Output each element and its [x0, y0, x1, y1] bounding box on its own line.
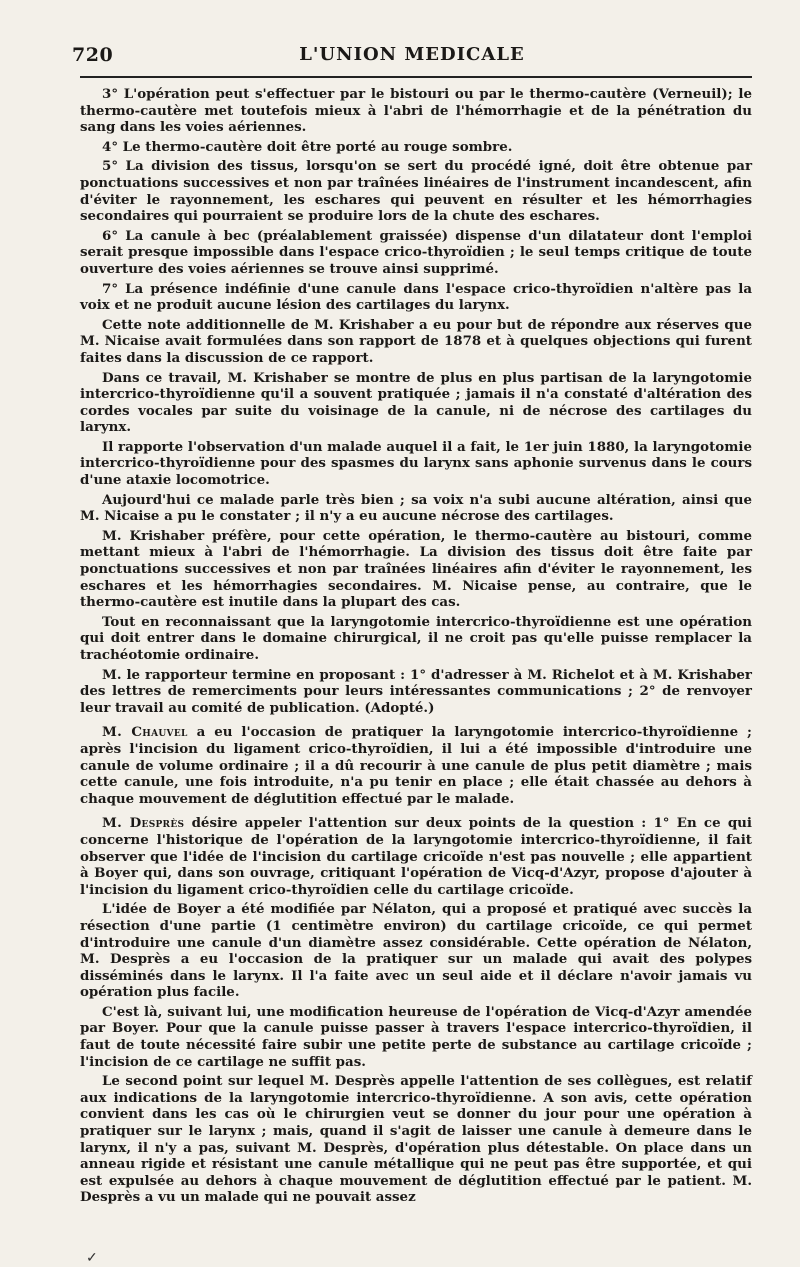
paragraph: Il rapporte l'observation d'un malade auquel il a fait, le 1er juin 1880, la laryngotomie intercrico-thyroïdienne pour des spasmes du larynx sans aphonie survenus dans le cours d'une ataxie locomotrice.	[80, 438, 752, 489]
paragraph: C'est là, suivant lui, une modification heureuse de l'opération de Vicq-d'Azyr amendée par Boyer. Pour que la canule puisse passer à travers l'espace intercrico-thyroïdien, il faut de toute nécessité faire subir une petite perte de substance au cartilage cricoïde ; l'incision de ce cartilage ne suffit pas.	[80, 1003, 752, 1070]
speaker-name: M. Chauvel	[102, 724, 188, 741]
paragraph: Le second point sur lequel M. Desprès appelle l'attention de ses collègues, est relatif aux indications de la laryngotomie intercrico-thyroïdienne. A son avis, cette opération convient dans les cas où le chirurgien veut se donner du jour pour une opération à pratiquer sur le larynx ; mais, quand il s'agit de laisser une canule à demeure dans le larynx, il n'y a pas, suivant M. Desprès, d'opération plus détestable. On place dans un anneau rigide et résistant une canule métallique qui ne peut pas être supportée, et qui est expulsée au dehors à chaque mouvement de déglutition effectué par le patient. M. Desprès a vu un malade qui ne pouvait assez	[80, 1073, 752, 1206]
header-rule	[80, 76, 752, 78]
paragraph: 3° L'opération peut s'effectuer par le bistouri ou par le thermo-cautère (Verneuil); le thermo-cautère met toutefois mieux à l'abri de l'hémorrhagie et de la pénétration du sang dans les voies aériennes.	[80, 86, 752, 136]
paragraph-despres	[80, 815, 752, 898]
paragraph: 4° Le thermo-cautère doit être porté au rouge sombre.	[102, 138, 513, 155]
ink-mark: ✓	[86, 1250, 98, 1266]
speaker-name: M. Desprès	[102, 815, 185, 832]
paragraph: M. Krishaber préfère, pour cette opération, le thermo-cautère au bistouri, comme mettant mieux à l'abri de l'hémorrhagie. La division des tissus doit être faite par ponctuations successives et non par traînées linéaires afin d'éviter le rayonnement, les eschares et les hémorrhagies secondaires. M. Nicaise pense, au contraire, que le thermo-cautère est inutile dans la plupart des cas.	[80, 527, 752, 611]
paragraph: 7° La présence indéfinie d'une canule dans l'espace crico-thyroïdien n'altère pas la voix et ne produit aucune lésion des cartilages du larynx.	[80, 280, 752, 314]
body-text	[80, 86, 752, 1209]
paragraph: Aujourd'hui ce malade parle très bien ; sa voix n'a subi aucune altération, ainsi que M. Nicaise a pu le constater ; il n'y a eu aucune nécrose des cartilages.	[80, 491, 752, 525]
paragraph: 5° La division des tissus, lorsqu'on se sert du procédé igné, doit être obtenue par ponctuations successives et non par traînées linéaires de l'instrument incandescent, afin d'éviter le rayonnement, les eschares qui peuvent en résulter et les hémorrhagies secondaires qui pourraient se produire lors de la chute des eschares.	[80, 158, 752, 225]
paragraph: 6° La canule à bec (préalablement graissée) dispense d'un dilatateur dont l'emploi serait presque impossible dans l'espace crico-thyroïdien ; le seul temps critique de toute ouverture des voies aériennes se trouve ainsi supprimé.	[80, 227, 752, 277]
paragraph-text: désire appeler l'attention sur deux points de la question : 1° En ce qui concerne l'historique de l'opération de la laryngotomie intercrico-thyroïdienne, il fait observer que l'idée de l'incision du cartilage cricoïde n'est pas nouvelle ; elle appartient à Boyer qui, dans son ouvrage, critiquant l'opération de Vicq-d'Azyr, propose d'ajouter à l'incision du ligament crico-thyroïdien celle du cartilage cricoïde.	[80, 815, 753, 898]
paragraph: Cette note additionnelle de M. Krishaber a eu pour but de répondre aux réserves que M. Nicaise avait formulées dans son rapport de 1878 et à quelques objections qui furent faites dans la discussion de ce rapport.	[80, 316, 752, 366]
paragraph-chauvel	[80, 724, 752, 807]
page-header	[72, 40, 752, 70]
paragraph: Dans ce travail, M. Krishaber se montre de plus en plus partisan de la laryngotomie intercrico-thyroïdienne qu'il a souvent pratiquée ; jamais il n'a constaté d'altération des cordes vocales par suite du voisinage de la canule, ni de nécrose des cartilages du larynx.	[80, 369, 752, 436]
paragraph: L'idée de Boyer a été modifiée par Nélaton, qui a proposé et pratiqué avec succès la résection d'une partie (1 centimètre environ) du cartilage cricoïde, ce qui permet d'introduire une canule d'un diamètre assez considérable. Cette opération de Nélaton, M. Desprès a eu l'occasion de la pratiquer sur un malade qui avait des polypes disséminés dans le larynx. Il l'a faite avec un seul aide et il déclare n'avoir jamais vu opération plus facile.	[80, 901, 752, 1001]
running-title: L'UNION MEDICALE	[299, 44, 525, 65]
paragraph: Tout en reconnaissant que la laryngotomie intercrico-thyroïdienne est une opération qui doit entrer dans le domaine chirurgical, il ne croit pas qu'elle puisse remplacer la trachéotomie ordinaire.	[80, 613, 752, 663]
paragraph: M. le rapporteur termine en proposant : 1° d'adresser à M. Richelot et à M. Krishaber des lettres de remerciments pour leurs intéressantes communications ; 2° de renvoyer leur travail au comité de publication. (Adopté.)	[80, 666, 752, 716]
paragraph-text: a eu l'occasion de pratiquer la laryngotomie intercrico-thyroïdienne ; après l'incision du ligament crico-thyroïdien, il lui a été impossible d'introduire une canule de volume ordinaire ; il a dû recourir à une canule de plus petit diamètre ; mais cette canule, une fois introduite, n'a pu tenir en place ; elle était chassée au dehors à chaque mouvement de déglutition effectué par le malade.	[80, 724, 752, 807]
page-number: 720	[72, 44, 114, 66]
